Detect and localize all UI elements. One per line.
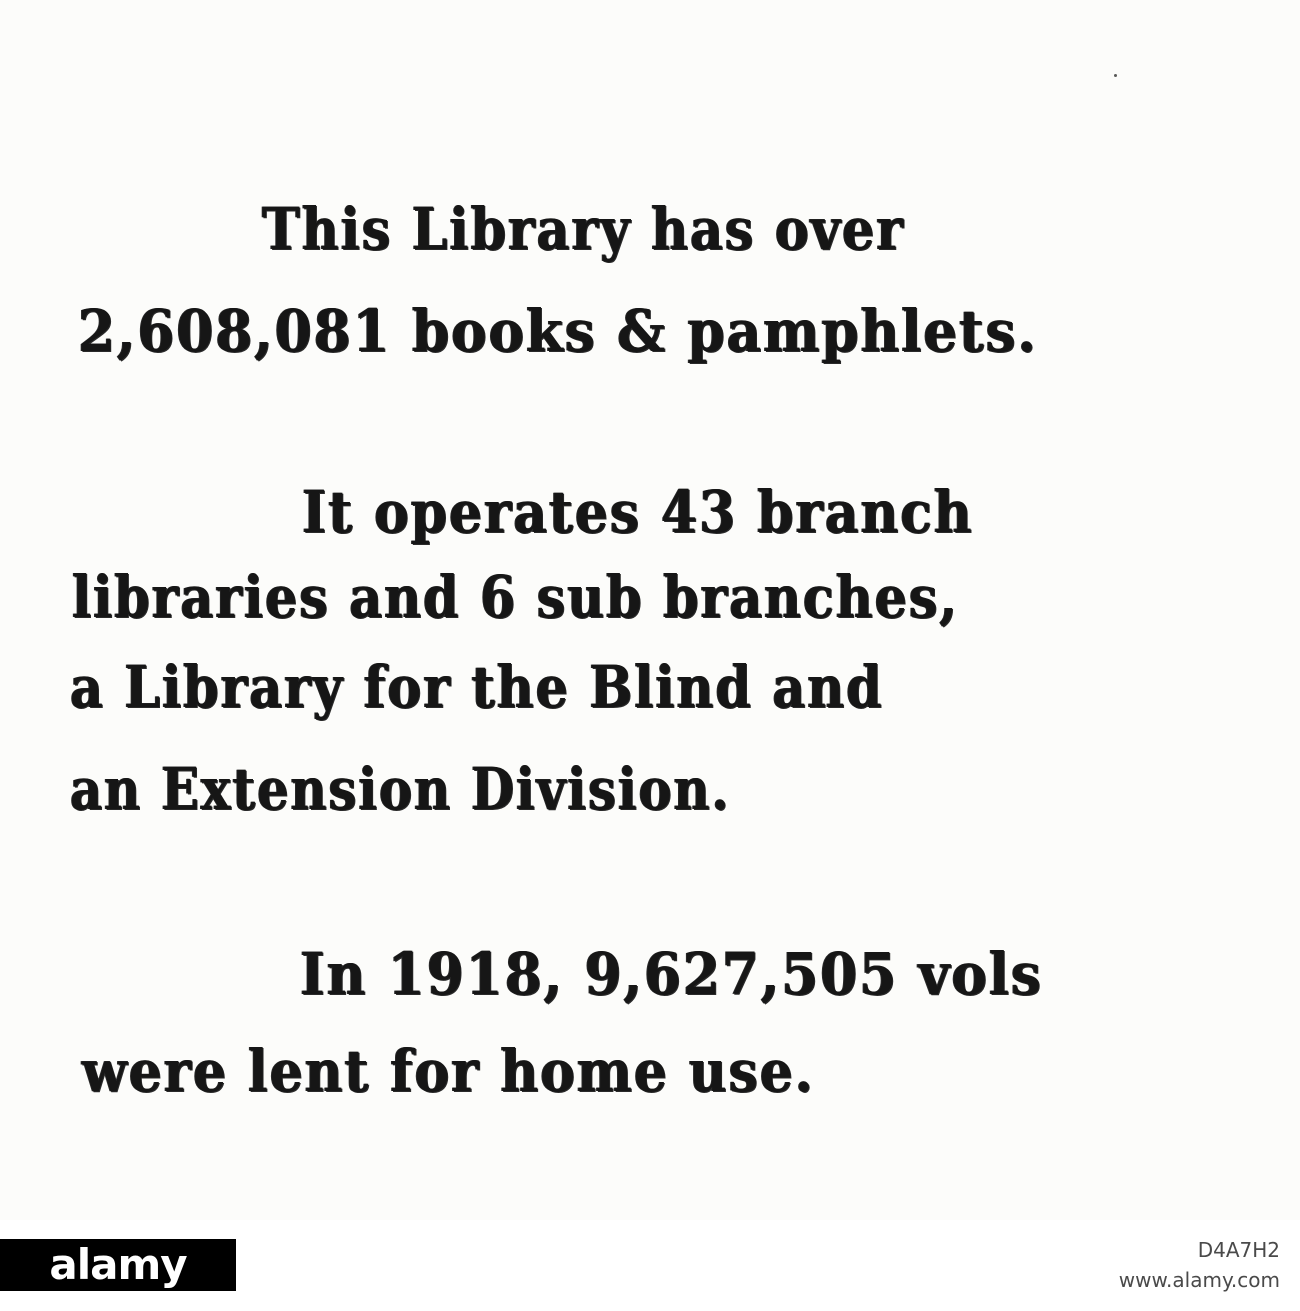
text-line-7: In 1918, 9,627,505 vols	[300, 940, 1043, 1008]
text-line-4: libraries and 6 sub branches,	[72, 563, 959, 631]
text-line-1: This Library has over	[262, 195, 905, 263]
text-line-3: It operates 43 branch	[302, 478, 974, 546]
alamy-logo: alamy	[0, 1239, 236, 1291]
text-line-6: an Extension Division.	[70, 755, 731, 823]
site-url: www.alamy.com	[1118, 1268, 1280, 1292]
dust-speck	[1114, 74, 1117, 77]
stock-footer	[0, 1220, 1300, 1311]
text-line-2: 2,608,081 books & pamphlets.	[78, 297, 1038, 365]
text-line-8: were lent for home use.	[82, 1037, 815, 1105]
image-id: D4A7H2	[1197, 1238, 1280, 1262]
text-line-5: a Library for the Blind and	[70, 653, 884, 721]
